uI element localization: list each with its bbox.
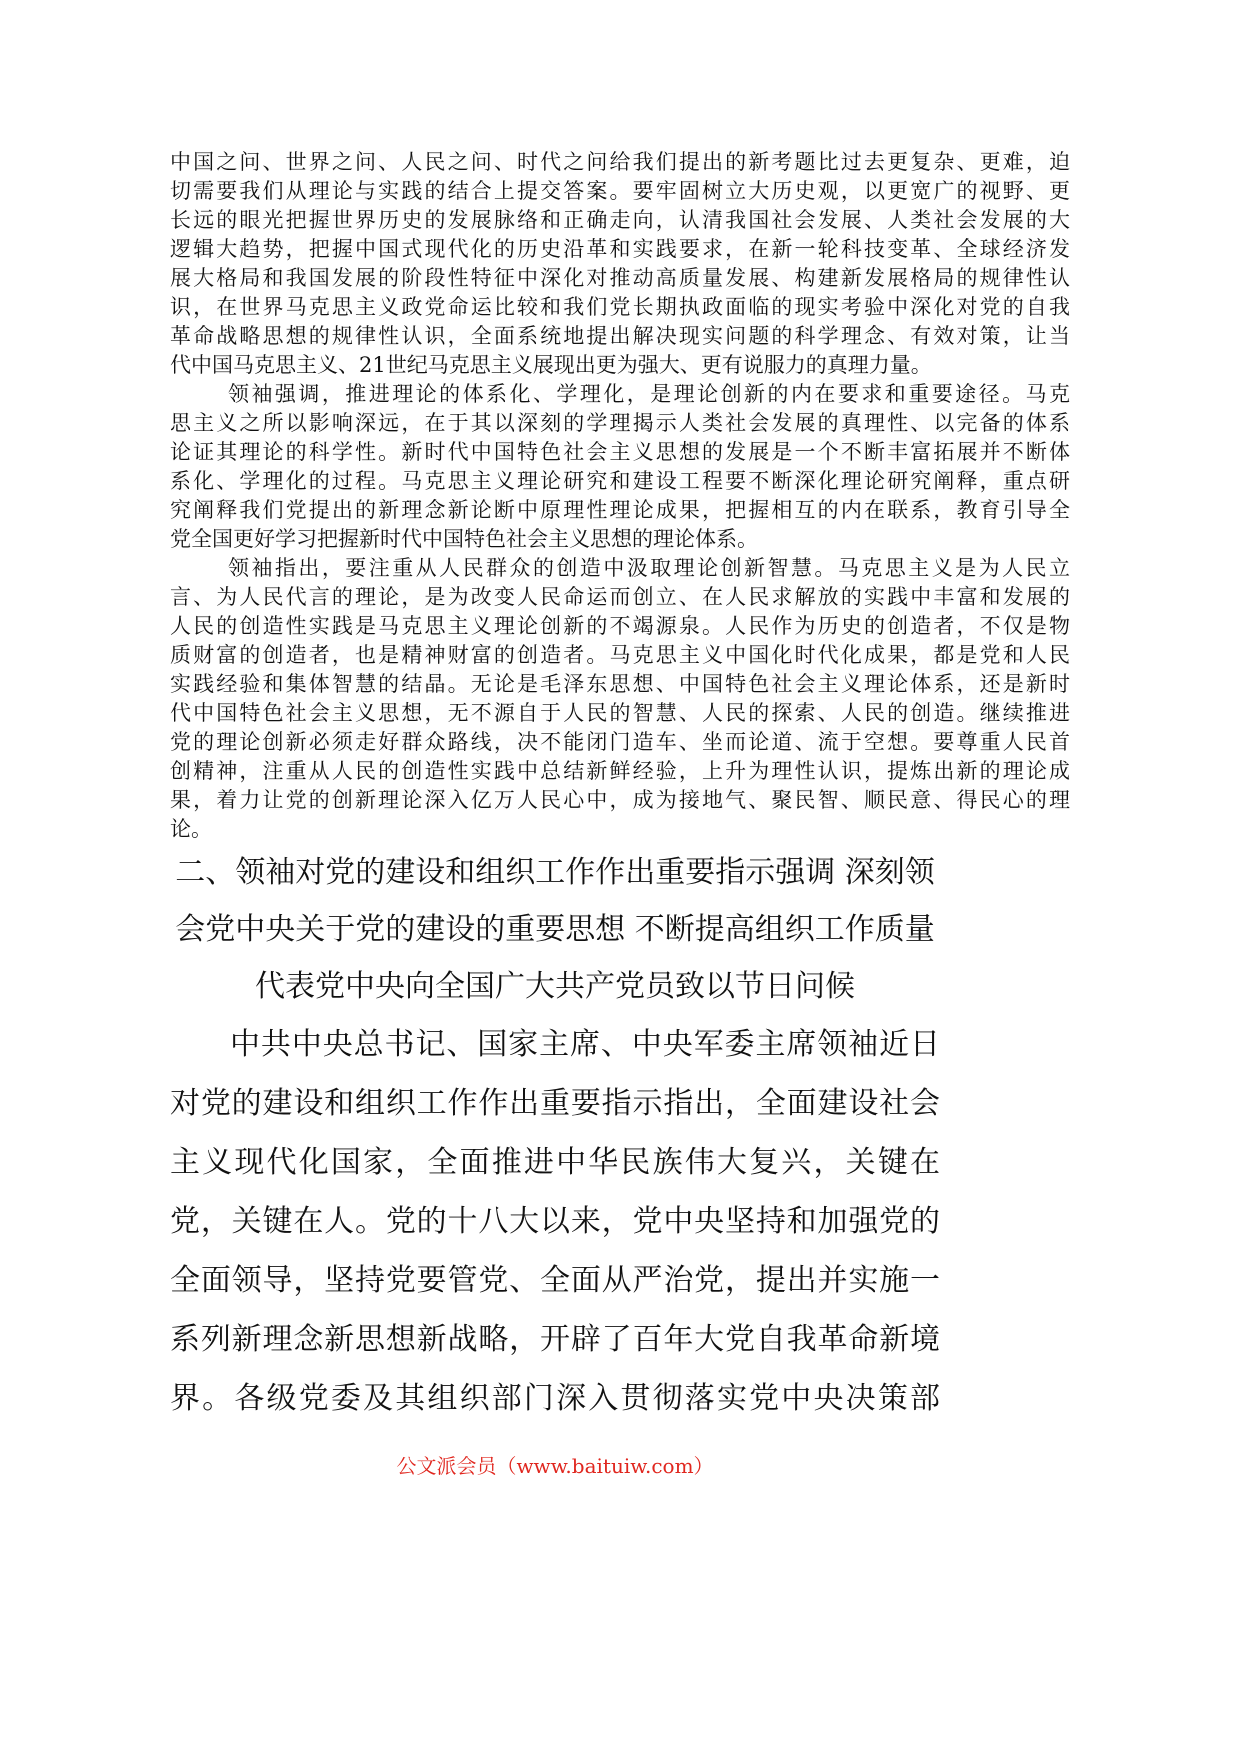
lead-paragraph-line: 系列新理念新思想新战略，开辟了百年大党自我革命新境 [170, 1322, 940, 1357]
text-line: 究阐释我们党提出的新理念新论断中原理性理论成果，把握相互的内在联系，教育引导全 [170, 498, 1070, 522]
section-heading-line: 会党中央关于党的建设的重要思想 不断提高组织工作质量 [175, 912, 935, 947]
text-line: 逻辑大趋势，把握中国式现代化的历史沿革和实践要求，在新一轮科技变革、全球经济发 [170, 237, 1070, 261]
body-paragraph [170, 554, 1070, 844]
section-heading-line: 二、领袖对党的建设和组织工作作出重要指示强调 深刻领 [175, 855, 935, 890]
lead-paragraph [170, 1015, 940, 1428]
text-line: 切需要我们从理论与实践的结合上提交答案。要牢固树立大历史观，以更宽广的视野、更 [170, 179, 1070, 203]
lead-paragraph-line: 主义现代化国家，全面推进中华民族伟大复兴，关键在 [170, 1145, 940, 1180]
text-line: 创精神，注重从人民的创造性实践中总结新鲜经验，上升为理性认识，提炼出新的理论成 [170, 759, 1070, 783]
footer-watermark: 公文派会员（www.baituiw.com） [396, 1454, 714, 1478]
text-line: 中国之问、世界之问、人民之问、时代之问给我们提出的新考题比过去更复杂、更难，迫 [170, 150, 1070, 174]
text-line: 长远的眼光把握世界历史的发展脉络和正确走向，认清我国社会发展、人类社会发展的大 [170, 208, 1070, 232]
body-paragraph [170, 380, 1070, 554]
text-line: 展大格局和我国发展的阶段性特征中深化对推动高质量发展、构建新发展格局的规律性认 [170, 266, 1070, 290]
lead-paragraph-line: 中共中央总书记、国家主席、中央军委主席领袖近日 [230, 1027, 940, 1062]
body-paragraph [170, 148, 1070, 380]
text-line: 代中国马克思主义、21世纪马克思主义展现出更为强大、更有说服力的真理力量。 [170, 353, 932, 377]
lead-paragraph-line: 界。各级党委及其组织部门深入贯彻落实党中央决策部 [170, 1381, 940, 1416]
text-line: 论证其理论的科学性。新时代中国特色社会主义思想的发展是一个不断丰富拓展并不断体 [170, 440, 1070, 464]
text-line: 实践经验和集体智慧的结晶。无论是毛泽东思想、中国特色社会主义理论体系，还是新时 [170, 672, 1070, 696]
text-line: 识，在世界马克思主义政党命运比较和我们党长期执政面临的现实考验中深化对党的自我 [170, 295, 1070, 319]
section-heading-line: 代表党中央向全国广大共产党员致以节日问候 [255, 969, 855, 1004]
text-line: 领袖指出，要注重从人民群众的创造中汲取理论创新智慧。马克思主义是为人民立 [228, 556, 1070, 580]
text-line: 党的理论创新必须走好群众路线，决不能闭门造车、坐而论道、流于空想。要尊重人民首 [170, 730, 1070, 754]
text-line: 党全国更好学习把握新时代中国特色社会主义思想的理论体系。 [170, 527, 758, 551]
section-heading [165, 844, 945, 1015]
text-line: 人民的创造性实践是马克思主义理论创新的不竭源泉。人民作为历史的创造者，不仅是物 [170, 614, 1070, 638]
text-line: 领袖强调，推进理论的体系化、学理化，是理论创新的内在要求和重要途径。马克 [228, 382, 1070, 406]
text-line: 质财富的创造者，也是精神财富的创造者。马克思主义中国化时代化成果，都是党和人民 [170, 643, 1070, 667]
text-line: 革命战略思想的规律性认识，全面系统地提出解决现实问题的科学理念、有效对策，让当 [170, 324, 1070, 348]
text-line: 系化、学理化的过程。马克思主义理论研究和建设工程要不断深化理论研究阐释，重点研 [170, 469, 1070, 493]
lead-paragraph-line: 对党的建设和组织工作作出重要指示指出，全面建设社会 [170, 1086, 940, 1121]
text-line: 果，着力让党的创新理论深入亿万人民心中，成为接地气、聚民智、顺民意、得民心的理 [170, 788, 1070, 812]
lead-paragraph-line: 全面领导，坚持党要管党、全面从严治党，提出并实施一 [170, 1263, 940, 1298]
lead-paragraph-line: 党，关键在人。党的十八大以来，党中央坚持和加强党的 [170, 1204, 940, 1239]
text-line: 论。 [170, 817, 212, 841]
text-line: 言、为人民代言的理论，是为改变人民命运而创立、在人民求解放的实践中丰富和发展的 [170, 585, 1070, 609]
text-line: 思主义之所以影响深远，在于其以深刻的学理揭示人类社会发展的真理性、以完备的体系 [170, 411, 1070, 435]
body-text [170, 148, 1070, 844]
text-line: 代中国特色社会主义思想，无不源自于人民的智慧、人民的探索、人民的创造。继续推进 [170, 701, 1070, 725]
